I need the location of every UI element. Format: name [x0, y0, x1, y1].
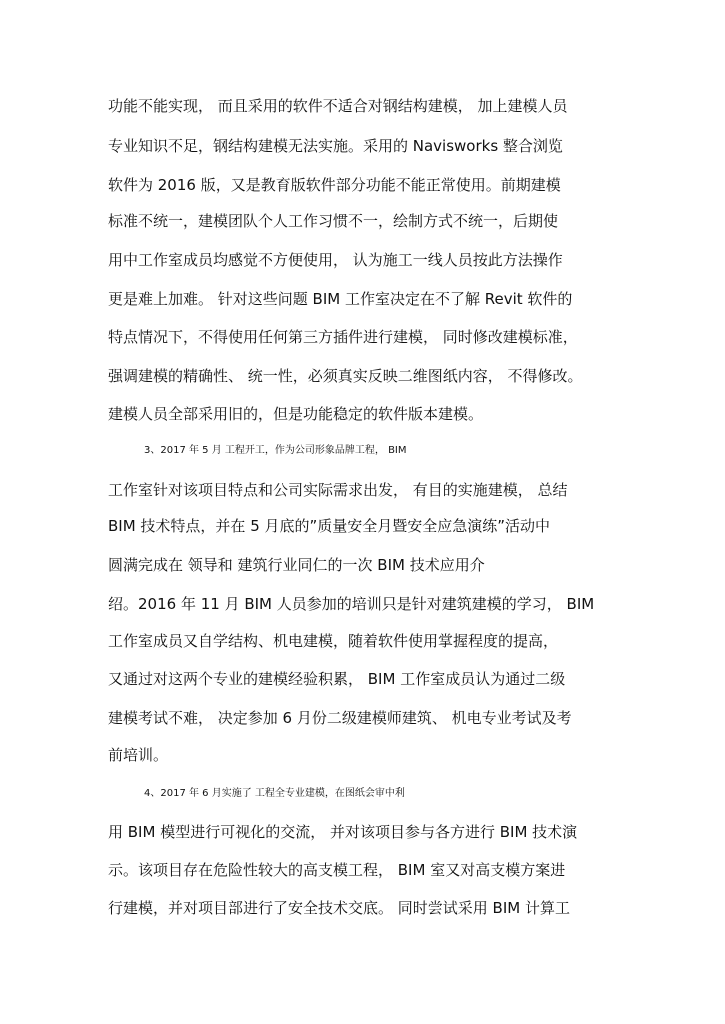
text-line: 又通过对这两个专业的建模经验积累， BIM 工作室成员认为通过二级	[108, 670, 566, 688]
text-line: 建模人员全部采用旧的，但是功能稳定的软件版本建模。	[108, 405, 484, 423]
text-line: 强调建模的精确性、 统一性，必须真实反映二维图纸内容， 不得修改。	[108, 367, 583, 385]
text-line: 前培训。	[108, 746, 169, 764]
text-line: 用中工作室成员均感觉不方便使用， 认为施工一线人员按此方法操作	[108, 251, 563, 269]
paragraph-start-line: 4、2017 年 6 月实施了 工程全专业建模，在图纸会审中利	[144, 788, 405, 799]
text-line: 专业知识不足，钢结构建模无法实施。采用的 Navisworks 整合浏览	[108, 137, 563, 155]
text-line: BIM 技术特点，并在 5 月底的”质量安全月暨安全应急演练”活动中	[108, 517, 551, 535]
text-line: 绍。2016 年 11 月 BIM 人员参加的培训只是针对建筑建模的学习， BIM	[108, 595, 595, 613]
text-line: 工作室成员又自学结构、机电建模，随着软件使用掌握程度的提高，	[108, 632, 559, 650]
paragraph-start-line: 3、2017 年 5 月 工程开工，作为公司形象品牌工程， BIM	[144, 445, 407, 456]
text-line: 标准不统一，建模团队个人工作习惯不一，绘制方式不统一，后期使	[108, 212, 559, 230]
text-line: 工作室针对该项目特点和公司实际需求出发， 有目的实施建模， 总结	[108, 481, 568, 499]
text-line: 圆满完成在 领导和 建筑行业同仁的一次 BIM 技术应用介	[108, 556, 485, 574]
text-line: 用 BIM 模型进行可视化的交流， 并对该项目参与各方进行 BIM 技术演	[108, 823, 578, 841]
text-line: 行建模，并对项目部进行了安全技术交底。 同时尝试采用 BIM 计算工	[108, 899, 570, 917]
text-line: 建模考试不难， 决定参加 6 月份二级建模师建筑、 机电专业考试及考	[108, 709, 572, 727]
text-line: 软件为 2016 版，又是教育版软件部分功能不能正常使用。前期建模	[108, 176, 561, 194]
text-line: 示。该项目存在危险性较大的高支模工程， BIM 室又对高支模方案进	[108, 861, 566, 879]
text-line: 功能不能实现， 而且采用的软件不适合对钢结构建模， 加上建模人员	[108, 97, 568, 115]
text-line: 更是难上加难。 针对这些问题 BIM 工作室决定在不了解 Revit 软件的	[108, 290, 573, 308]
text-line: 特点情况下，不得使用任何第三方插件进行建模， 同时修改建模标准，	[108, 328, 578, 346]
